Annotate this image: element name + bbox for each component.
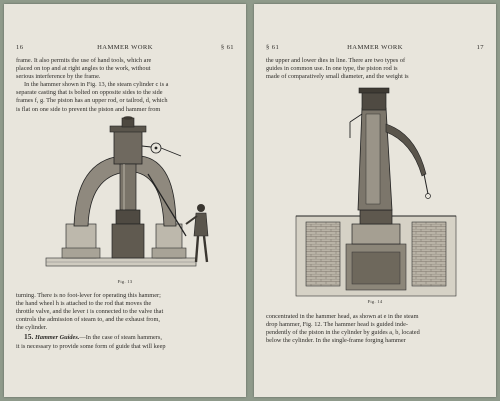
- right-top-text: [266, 57, 484, 81]
- left-running-head: HAMMER WORK: [97, 44, 153, 51]
- text-line: —In the case of steam hammers,: [79, 334, 162, 342]
- section-title: Hammer Guides.: [34, 334, 80, 342]
- text-line: is flat on one side to prevent the piston and hammer from: [16, 105, 161, 113]
- section-number: 15.: [24, 332, 34, 342]
- text-line: placed on top and at right angles to the work, without: [16, 65, 151, 73]
- text-line: the upper and lower dies in line. There are two types of: [266, 57, 406, 64]
- text-line: frames f, g. The piston has an upper rod, or tailrod, d, which: [16, 97, 168, 105]
- steam-hammer-illustration: [16, 116, 234, 288]
- right-section-mark: § 61: [266, 44, 280, 51]
- drop-hammer-foundation-illustration: [266, 84, 484, 308]
- text-line: serious interference by the frame.: [16, 73, 101, 81]
- text-line: it is necessary to provide some form of guide that will keep: [16, 342, 166, 350]
- right-running-head: HAMMER WORK: [347, 44, 403, 51]
- left-page-number: 16: [16, 44, 24, 51]
- text-line: turning. There is no foot-lever for operating this hammer;: [16, 292, 161, 299]
- text-line: made of comparatively small diameter, and the weight is: [266, 73, 409, 81]
- left-bottom-text: [16, 292, 234, 351]
- text-line: pendently of the piston in the cylinder by guides a, b, located: [266, 329, 420, 337]
- text-line: controls the admission of steam to, and the exhaust from,: [16, 316, 160, 324]
- figure-caption: Fig. 13: [117, 279, 133, 284]
- right-bottom-text: [266, 313, 484, 345]
- text-line: the cylinder.: [16, 324, 48, 332]
- text-line: drop hammer, Fig. 12. The hammer head is guided inde-: [266, 321, 408, 329]
- text-line: concentrated in the hammer head, as shown at e in the steam: [266, 313, 419, 320]
- left-top-text: [16, 57, 234, 114]
- left-section-mark: § 61: [220, 44, 234, 51]
- text-line: guides in common use. In one type, the piston rod is: [266, 65, 398, 73]
- section-heading: [16, 333, 234, 342]
- left-page: [4, 4, 246, 397]
- text-line: the hand wheel h is attached to the rod that moves the: [16, 300, 152, 308]
- text-line: below the cylinder. In the single-frame forging hammer: [266, 337, 406, 345]
- right-page: [254, 4, 496, 397]
- text-line: throttle valve, and the lever i is connected to the valve that: [16, 308, 164, 316]
- text-line: frame. It also permits the use of hand tools, which are: [16, 57, 152, 64]
- right-page-number: 17: [476, 44, 484, 51]
- figure-caption: Fig. 14: [367, 299, 383, 304]
- text-line: In the hammer shown in Fig. 13, the steam cylinder c is a: [24, 81, 169, 89]
- text-line: separate casting that is bolted on opposite sides to the side: [16, 89, 163, 97]
